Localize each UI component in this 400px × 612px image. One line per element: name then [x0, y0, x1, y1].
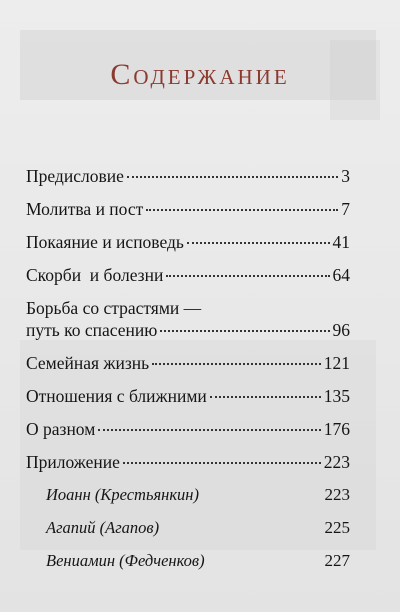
toc-subentry-agapiy — [26, 517, 350, 539]
toc-entry-page: 223 — [323, 452, 350, 472]
toc-entry-page: 3 — [341, 166, 350, 186]
toc-entry-page: 227 — [324, 551, 350, 570]
toc-entry-label: Агапий (Агапов) — [46, 518, 160, 537]
toc-entry-label: О разном — [26, 419, 96, 439]
toc-entry-page: 41 — [332, 232, 350, 252]
toc-leader-dots — [152, 363, 321, 365]
toc-leader-space — [162, 527, 321, 529]
toc-entry-label: Иоанн (Крестьянкин) — [46, 485, 199, 504]
toc-entry-label: Покаяние и исповедь — [26, 232, 184, 252]
toc-leader-dots — [123, 462, 321, 464]
toc-entry-page: 135 — [323, 386, 350, 406]
toc-entry-neighbors — [26, 385, 350, 407]
toc-entry-label: Вениамин (Федченков) — [46, 551, 205, 570]
toc-leader-dots — [98, 429, 320, 431]
toc-entry-preface — [26, 165, 350, 187]
toc-entry-page: 64 — [332, 265, 350, 285]
toc-entry-label: Семейная жизнь — [26, 353, 150, 373]
toc-entry-family — [26, 352, 350, 374]
toc-entry-label: Предисловие — [26, 166, 124, 186]
toc-entry-page: 7 — [341, 199, 350, 219]
toc-leader-dots — [160, 330, 329, 332]
page-title: Содержание — [110, 58, 290, 91]
toc-entry-label: Молитва и пост — [26, 199, 144, 219]
toc-leader-dots — [127, 176, 338, 178]
toc-entry-page: 96 — [332, 320, 350, 340]
toc-leader-dots — [166, 275, 329, 277]
toc-entry-label-line2: путь ко спасению — [26, 320, 158, 340]
toc-subentry-ioann — [26, 484, 350, 506]
toc-leader-dots — [187, 242, 330, 244]
toc-entry-label: Скорби и болезни — [26, 265, 164, 285]
toc-entry-sorrows — [26, 264, 350, 286]
toc-entry-repentance — [26, 231, 350, 253]
toc-entry-appendix — [26, 451, 350, 473]
toc-entry-page: 223 — [324, 485, 350, 504]
toc-entry-page: 121 — [323, 353, 350, 373]
toc-entry-label: Приложение — [26, 452, 120, 472]
toc-entry-label: Отношения с ближними — [26, 386, 207, 406]
table-of-contents — [26, 165, 350, 583]
toc-entry-page: 176 — [323, 419, 350, 439]
toc-subentry-veniamin — [26, 550, 350, 572]
toc-entry-page: 225 — [324, 518, 350, 537]
toc-entry-label-line1: Борьба со страстями — — [26, 298, 202, 318]
toc-leader-space — [208, 560, 322, 562]
toc-entry-miscellaneous — [26, 418, 350, 440]
toc-leader-dots — [210, 396, 321, 398]
toc-leader-space — [202, 494, 322, 496]
toc-leader-dots — [146, 209, 338, 211]
toc-entry-passions — [26, 297, 350, 341]
toc-entry-prayer-fasting — [26, 198, 350, 220]
